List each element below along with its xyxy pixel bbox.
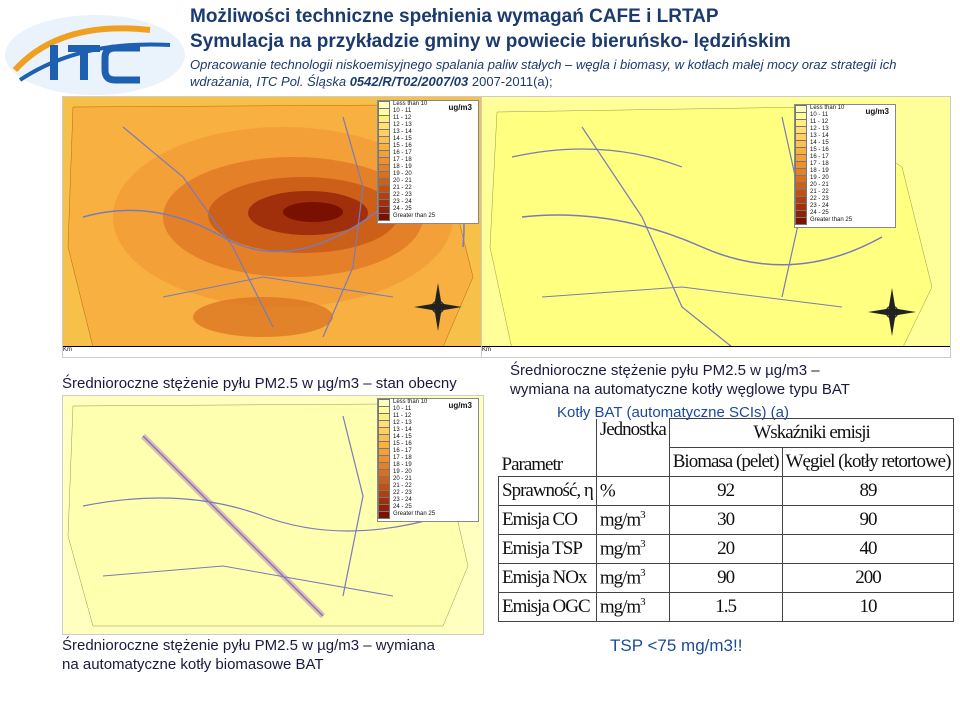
legend-item [795, 168, 895, 175]
cell-coal-text: 90 [859, 509, 877, 530]
legend-item [378, 427, 478, 434]
legend-label: Greater than 25 [393, 511, 436, 517]
itc-logo [0, 0, 190, 100]
cell-biomass [669, 477, 782, 506]
legend-item [378, 192, 478, 199]
legend-label: 17 - 18 [393, 157, 412, 163]
caption-map2-line1: Średnioroczne stężenie pyłu PM2.5 w µg/m3 – [510, 362, 820, 379]
cell-unit [596, 535, 669, 564]
legend-item [378, 136, 478, 143]
legend-item [378, 164, 478, 171]
legend-item [378, 199, 478, 206]
legend-label: 13 - 14 [393, 427, 412, 433]
legend-item [378, 504, 478, 511]
legend-item [378, 157, 478, 164]
tsp-note: TSP <75 mg/m3!! [610, 636, 743, 655]
legend-item [378, 434, 478, 441]
legend-item [378, 420, 478, 427]
legend-item [795, 133, 895, 140]
legend-label: Less than 10 [393, 101, 428, 107]
legend-label: 22 - 23 [810, 196, 829, 202]
legend-label: 13 - 14 [393, 129, 412, 135]
header-col2: Węgiel (kotły retortowe) [782, 448, 954, 477]
legend-label: 10 - 11 [393, 406, 412, 412]
legend-item [378, 150, 478, 157]
legend-label: Greater than 25 [810, 217, 853, 223]
cell-biomass-text: 20 [717, 538, 735, 559]
legend-label: 14 - 15 [393, 136, 412, 142]
legend-label: 19 - 20 [393, 171, 412, 177]
cell-coal [782, 535, 954, 564]
legend-label: 18 - 19 [393, 462, 412, 468]
cell-biomass [669, 564, 782, 593]
legend-item [795, 119, 895, 126]
cell-unit-sup: 3 [640, 595, 645, 608]
table-body [499, 477, 954, 622]
legend-label: 23 - 24 [810, 203, 829, 209]
cell-param-text: Emisja NOx [502, 567, 587, 588]
legend-item [378, 129, 478, 136]
cell-biomass-text: 90 [717, 567, 735, 588]
table-title: Kotły BAT (automatyczne SCIs) (a) [557, 404, 790, 421]
legend-label: 20 - 21 [810, 182, 829, 188]
legend-item [378, 115, 478, 122]
cell-biomass [669, 593, 782, 622]
cell-biomass-text: 1.5 [715, 596, 737, 617]
legend-label: 23 - 24 [393, 497, 412, 503]
cell-unit-sup: 3 [640, 537, 645, 550]
scale-bar [482, 346, 950, 357]
cell-coal-text: 200 [855, 567, 881, 588]
legend-item [795, 217, 895, 224]
legend-item [378, 490, 478, 497]
legend-item [378, 511, 478, 518]
legend-label: 17 - 18 [393, 455, 412, 461]
legend-label: 22 - 23 [393, 490, 412, 496]
legend-label: 16 - 17 [393, 150, 412, 156]
legend-item [378, 178, 478, 185]
cell-param [499, 535, 597, 564]
cell-unit-text: % [599, 480, 615, 502]
cell-coal-text: 10 [859, 596, 877, 617]
cell-param [499, 477, 597, 506]
legend-label: 19 - 20 [810, 175, 829, 181]
page-subtitle [190, 56, 950, 90]
subtitle-code: 0542/R/T02/2007/03 [349, 74, 469, 89]
cell-param-text: Emisja TSP [502, 538, 582, 559]
legend-swatch [378, 511, 390, 519]
legend-item [378, 171, 478, 178]
header-param-cell [499, 419, 597, 477]
legend-item [795, 196, 895, 203]
cell-param [499, 564, 597, 593]
legend-label: 14 - 15 [810, 140, 829, 146]
legend-item [795, 154, 895, 161]
legend-label: Greater than 25 [393, 213, 436, 219]
subtitle-text: Opracowanie technologii niskoemisyjnego spalania paliw stałych – węgla i biomasy, w kotłach małej mocy oraz strategii ich wdrażania, ITC Pol. Śląska [190, 57, 897, 89]
legend-item [378, 185, 478, 192]
legend-label: 20 - 21 [393, 476, 412, 482]
cell-param-text: Emisja OGC [502, 596, 590, 617]
legend-label: Less than 10 [393, 399, 428, 405]
table-row [499, 564, 954, 593]
legend-map3 [377, 398, 479, 522]
legend-item [795, 175, 895, 182]
legend-rows [378, 399, 478, 518]
table-row [499, 593, 954, 622]
legend-label: 12 - 13 [393, 420, 412, 426]
caption-map3 [62, 636, 435, 674]
legend-label: 15 - 16 [810, 147, 829, 153]
cell-biomass-text: 92 [717, 480, 735, 501]
legend-item [795, 210, 895, 217]
table-row [499, 506, 954, 535]
legend-label: 21 - 22 [393, 483, 412, 489]
legend-label: 10 - 11 [810, 112, 829, 118]
legend-label: 19 - 20 [393, 469, 412, 475]
cell-unit-sup: 3 [640, 508, 645, 521]
cell-coal-text: 89 [859, 480, 877, 501]
scale-label: Km [482, 347, 491, 353]
header-group: Wskaźniki emisji [669, 419, 954, 448]
header-unit: Jednostka [599, 418, 666, 440]
cell-unit-sup: 3 [640, 566, 645, 579]
emission-table [498, 418, 954, 622]
header-col1: Biomasa (pelet) [669, 448, 782, 477]
legend-label: 20 - 21 [393, 178, 412, 184]
legend-label: 13 - 14 [810, 133, 829, 139]
legend-label: 17 - 18 [810, 161, 829, 167]
legend-item [795, 182, 895, 189]
legend-label: 21 - 22 [810, 189, 829, 195]
legend-map1 [377, 100, 479, 224]
cell-unit [596, 593, 669, 622]
table-row [499, 477, 954, 506]
legend-item [795, 126, 895, 133]
legend-item [378, 483, 478, 490]
caption-map2 [510, 361, 850, 399]
legend-unit: ug/m3 [448, 103, 472, 112]
cell-unit-text: mg/m [599, 538, 641, 560]
cell-unit-text: mg/m [599, 509, 641, 531]
legend-item [795, 161, 895, 168]
cell-biomass [669, 535, 782, 564]
cell-coal [782, 593, 954, 622]
legend-item [378, 497, 478, 504]
legend-label: 11 - 12 [810, 119, 829, 125]
legend-label: 24 - 25 [393, 504, 412, 510]
cell-biomass-text: 30 [717, 509, 735, 530]
legend-label: 21 - 22 [393, 185, 412, 191]
legend-swatch [378, 213, 390, 221]
legend-map2 [794, 104, 896, 228]
cell-param-text: Sprawność, η [502, 480, 593, 501]
legend-label: 18 - 19 [393, 164, 412, 170]
cell-unit [596, 477, 669, 506]
legend-label: 16 - 17 [810, 154, 829, 160]
legend-swatch [795, 217, 807, 225]
caption-map3-line2: na automatyczne kotły biomasowe BAT [62, 656, 324, 673]
subtitle-years: 2007-2011(a); [471, 74, 553, 89]
legend-label: 15 - 16 [393, 441, 412, 447]
legend-label: 16 - 17 [393, 448, 412, 454]
legend-label: 10 - 11 [393, 108, 412, 114]
scale-bar [63, 346, 483, 357]
legend-rows [795, 105, 895, 224]
legend-item [378, 206, 478, 213]
caption-map3-line1: Średnioroczne stężenie pyłu PM2.5 w µg/m3 – wymiana [62, 637, 435, 654]
legend-unit: ug/m3 [448, 401, 472, 410]
legend-item [378, 469, 478, 476]
cell-coal [782, 477, 954, 506]
cell-unit [596, 564, 669, 593]
page-title-line2: Symulacja na przykładzie gminy w powiecie bieruńsko- lędzińskim [190, 31, 791, 52]
legend-item [378, 413, 478, 420]
legend-label: 24 - 25 [393, 206, 412, 212]
legend-item [378, 455, 478, 462]
legend-item [795, 203, 895, 210]
legend-item [378, 213, 478, 220]
legend-label: 11 - 12 [393, 115, 412, 121]
header-param: Parametr [501, 454, 563, 475]
cell-biomass [669, 506, 782, 535]
legend-rows [378, 101, 478, 220]
header-unit-cell [596, 419, 669, 477]
legend-label: 24 - 25 [810, 210, 829, 216]
page-title-line1: Możliwości techniczne spełnienia wymagań CAFE i LRTAP [190, 6, 719, 27]
legend-item [378, 143, 478, 150]
legend-label: 12 - 13 [393, 122, 412, 128]
scale-label: Km [63, 347, 72, 353]
cell-param [499, 506, 597, 535]
cell-unit [596, 506, 669, 535]
cell-coal-text: 40 [859, 538, 877, 559]
legend-item [378, 476, 478, 483]
table-header-row [499, 419, 954, 448]
legend-label: 15 - 16 [393, 143, 412, 149]
legend-label: 14 - 15 [393, 434, 412, 440]
legend-label: 18 - 19 [810, 168, 829, 174]
caption-map2-line2: wymiana na automatyczne kotły węglowe typu BAT [510, 381, 850, 398]
legend-item [378, 462, 478, 469]
legend-label: 23 - 24 [393, 199, 412, 205]
cell-param-text: Emisja CO [502, 509, 577, 530]
cell-param [499, 593, 597, 622]
legend-unit: ug/m3 [865, 107, 889, 116]
legend-item [378, 441, 478, 448]
legend-label: Less than 10 [810, 105, 845, 111]
cell-unit-text: mg/m [599, 596, 641, 618]
legend-item [378, 448, 478, 455]
legend-item [795, 147, 895, 154]
cell-coal [782, 506, 954, 535]
caption-map1: Średnioroczne stężenie pyłu PM2.5 w µg/m3 – stan obecny [62, 375, 457, 392]
legend-item [795, 189, 895, 196]
legend-label: 22 - 23 [393, 192, 412, 198]
cell-coal [782, 564, 954, 593]
cell-unit-text: mg/m [599, 567, 641, 589]
table-row [499, 535, 954, 564]
legend-item [378, 122, 478, 129]
legend-item [795, 140, 895, 147]
legend-label: 11 - 12 [393, 413, 412, 419]
legend-label: 12 - 13 [810, 126, 829, 132]
